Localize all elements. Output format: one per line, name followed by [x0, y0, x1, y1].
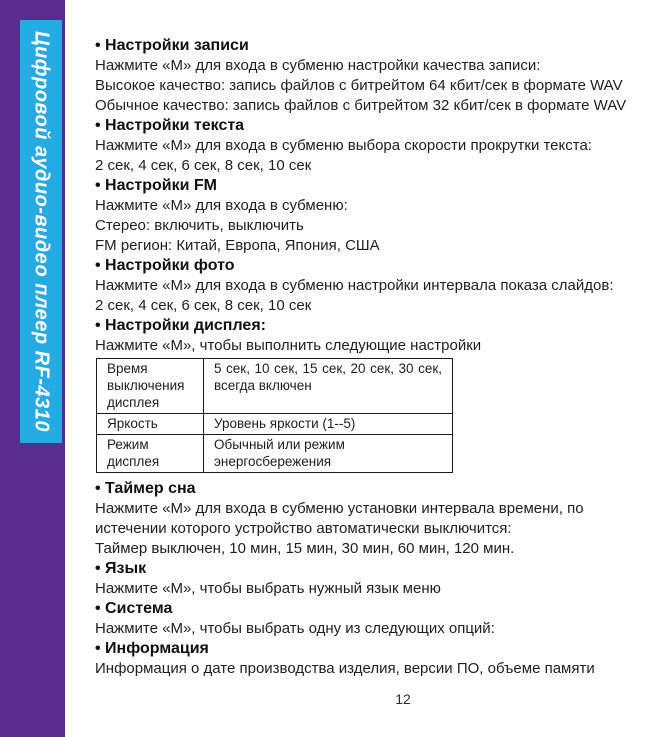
section-heading: • Язык — [95, 560, 147, 577]
section-heading: • Настройки записи — [95, 37, 249, 54]
body-line: Нажмите «М» для входа в субменю настройки качества записи: — [95, 57, 541, 74]
page-number: 12 — [395, 691, 411, 707]
section-heading: • Настройки FM — [95, 177, 218, 194]
product-title: Цифровой аудио-видео плеер RF-4310 — [30, 31, 53, 432]
table-row — [97, 359, 453, 414]
sidebar — [0, 0, 65, 737]
body-line: Стерео: включить, выключить — [95, 217, 304, 234]
body-line: Таймер выключен, 10 мин, 15 мин, 30 мин, 60 мин, 120 мин. — [95, 540, 515, 557]
body-line: Информация о дате производства изделия, версии ПО, объеме памяти — [95, 660, 595, 677]
setting-options-cell: Уровень яркости (1--5) — [204, 414, 453, 435]
setting-name-cell: Время выключения дисплея — [97, 359, 204, 414]
content-flow — [95, 36, 667, 679]
section-heading: • Система — [95, 600, 173, 617]
body-line: Нажмите «М» для входа в субменю выбора скорости прокрутки текста: — [95, 137, 592, 154]
body-line: FM регион: Китай, Европа, Япония, США — [95, 237, 380, 254]
display-settings-table — [96, 358, 453, 473]
body-line: 2 сек, 4 сек, 6 сек, 8 сек, 10 сек — [95, 297, 312, 314]
setting-options-cell: 5 сек, 10 сек, 15 сек, 20 сек, 30 сек, всегда включен — [204, 359, 453, 414]
setting-name-cell: Режим дисплея — [97, 435, 204, 473]
body-line: Нажмите «М» для входа в субменю: — [95, 197, 348, 214]
body-line: истечении которого устройство автоматически выключится: — [95, 520, 512, 537]
body-line: Обычное качество: запись файлов с битрейтом 32 кбит/сек в формате WAV — [95, 97, 627, 114]
body-line: Нажмите «М» для входа в субменю установки интервала времени, по — [95, 500, 584, 517]
body-line: Нажмите «М», чтобы выбрать нужный язык меню — [95, 580, 441, 597]
body-line: 2 сек, 4 сек, 6 сек, 8 сек, 10 сек — [95, 157, 312, 174]
product-title-strip — [20, 20, 62, 443]
setting-options-cell: Обычный или режим энергосбережения — [204, 435, 453, 473]
section-heading: • Информация — [95, 640, 209, 657]
table-row — [97, 435, 453, 473]
body-line: Нажмите «М», чтобы выполнить следующие настройки — [95, 337, 482, 354]
section-heading: • Настройки дисплея: — [95, 317, 266, 334]
body-line: Высокое качество: запись файлов с битрейтом 64 кбит/сек в формате WAV — [95, 77, 623, 94]
setting-name-cell: Яркость — [97, 414, 204, 435]
body-line: Нажмите «М» для входа в субменю настройки интервала показа слайдов: — [95, 277, 614, 294]
body-line: Нажмите «М», чтобы выбрать одну из следующих опций: — [95, 620, 495, 637]
table-row — [97, 414, 453, 435]
section-heading: • Таймер сна — [95, 480, 196, 497]
section-heading: • Настройки текста — [95, 117, 245, 134]
section-heading: • Настройки фото — [95, 257, 235, 274]
